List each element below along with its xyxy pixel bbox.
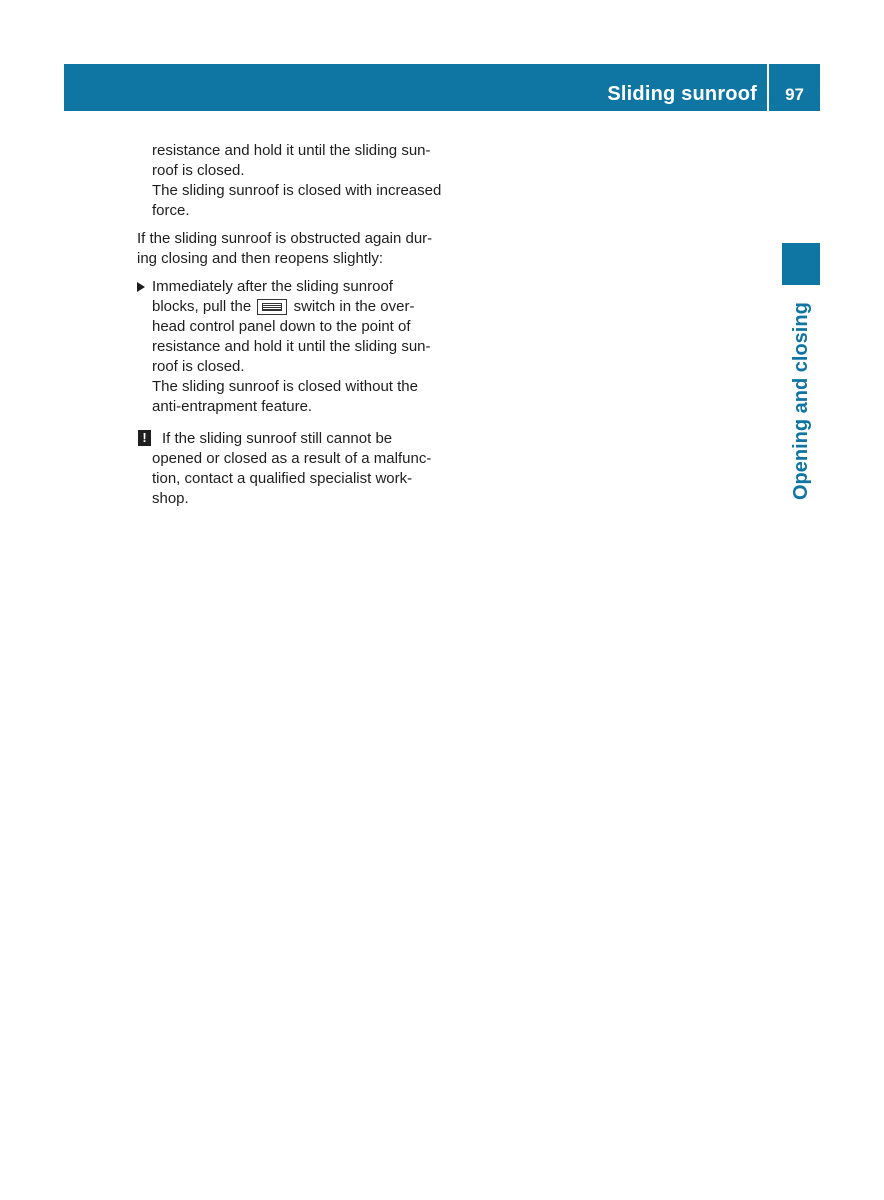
result-line: anti-entrapment feature. <box>152 398 313 415</box>
text-line: roof is closed. <box>152 162 245 179</box>
text-fragment: blocks, pull the <box>152 298 252 315</box>
text-line: If the sliding sunroof still cannot be <box>162 430 393 447</box>
continued-step <box>137 141 447 221</box>
header-divider <box>767 64 769 111</box>
text-fragment: switch in the over- <box>293 298 415 315</box>
text-line: Immediately after the sliding sunroof <box>152 278 393 295</box>
sunroof-switch-icon <box>257 299 287 315</box>
text-line: roof is closed. <box>152 358 245 375</box>
warning-note <box>137 429 447 509</box>
main-content <box>137 141 447 509</box>
page-number: 97 <box>785 85 804 104</box>
text-line: opened or closed as a result of a malfunc- <box>152 450 432 467</box>
section-tab-marker <box>782 243 820 285</box>
text-line <box>152 297 447 317</box>
text-line: shop. <box>152 490 189 507</box>
intro-paragraph <box>137 229 447 269</box>
page-title: Sliding sunroof <box>607 83 757 105</box>
text-line: resistance and hold it until the sliding sun- <box>152 142 431 159</box>
warning-icon: ! <box>138 430 151 446</box>
text-line: ing closing and then reopens slightly: <box>137 250 383 267</box>
text-line: resistance and hold it until the sliding sun- <box>152 338 431 355</box>
result-line: The sliding sunroof is closed without the <box>152 378 418 395</box>
text-line: tion, contact a qualified specialist work- <box>152 470 413 487</box>
text-line: If the sliding sunroof is obstructed again dur- <box>137 230 433 247</box>
step-arrow-icon <box>137 282 145 292</box>
result-line: force. <box>152 202 190 219</box>
instruction-step <box>137 277 447 417</box>
text-line: head control panel down to the point of <box>152 318 411 335</box>
header-bar <box>64 64 820 111</box>
section-tab-label: Opening and closing <box>790 302 812 500</box>
result-line: The sliding sunroof is closed with increased <box>152 182 442 199</box>
